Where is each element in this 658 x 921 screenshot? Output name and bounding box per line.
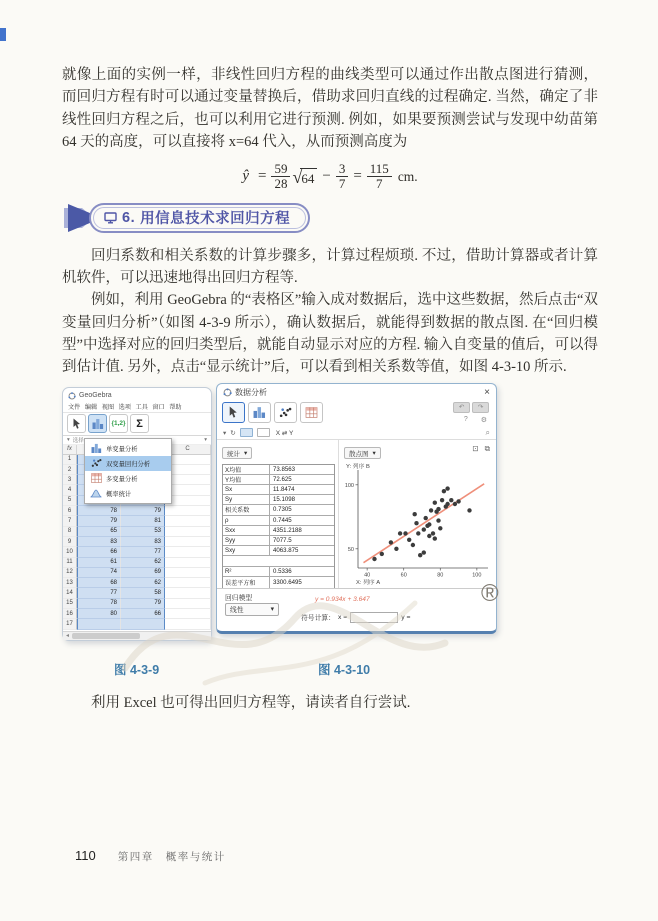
show-data-button[interactable] <box>257 428 270 437</box>
section-banner <box>62 202 598 234</box>
panel-toggle-icon[interactable]: ⊡ <box>472 443 479 453</box>
dropdown-item-label: 双变量回归分析 <box>106 460 151 468</box>
stat-row <box>223 526 334 536</box>
stat-label: Syy <box>223 536 270 545</box>
sum-tool-button[interactable] <box>130 414 149 433</box>
cell-col-a[interactable] <box>77 619 121 629</box>
table-icon <box>305 407 318 418</box>
stat-label: Sxx <box>223 526 270 535</box>
gg-titlebar <box>63 388 211 401</box>
redo-button[interactable]: ↷ <box>472 402 489 413</box>
stat-label: Sxy <box>223 546 270 555</box>
svg-text:50: 50 <box>347 546 354 553</box>
geogebra-logo-icon <box>68 392 76 400</box>
svg-text:100: 100 <box>472 572 482 579</box>
gg-horizontal-scrollbar[interactable] <box>63 631 211 640</box>
stat-row <box>223 516 334 526</box>
page-number: 110 <box>75 848 96 863</box>
table-icon <box>90 473 102 483</box>
stat-value: 0.7445 <box>273 516 292 524</box>
registered-trademark-mark: ® <box>481 580 499 607</box>
stat-value: 11.8474 <box>273 486 295 494</box>
list-tool-button[interactable] <box>109 414 128 433</box>
row-number: 16 <box>63 609 77 619</box>
row-number: 2 <box>63 465 77 475</box>
regression-equation: y = 0.934x + 3.647 <box>315 595 370 603</box>
cell-col-a[interactable]: 74 <box>77 568 121 578</box>
figure-4-3-10-data-analysis-dialog <box>216 383 497 634</box>
svg-text:40: 40 <box>364 572 371 579</box>
fraction-numerator: 3 <box>336 162 349 177</box>
monitor-icon <box>104 212 117 224</box>
stat-value: 0.5336 <box>273 568 292 576</box>
chevron-down-icon: ▾ <box>244 450 248 458</box>
caption-figure-4-3-10: 图 4-3-10 <box>318 662 371 677</box>
close-icon[interactable]: × <box>484 386 490 398</box>
stat-label: ρ <box>223 516 270 525</box>
formula-minus: − <box>322 168 331 185</box>
intro-paragraph: 就像上面的实例一样，非线性回归方程的曲线类型可以通过作出散点图进行猜测，而回归方程有时可以通过变量替换后，借助求回归直线的过程确定. 当然，确定了非线性回归方程之后，也可以利用它进行预测. 例如，如果要预测尝试与发现中幼苗第 64 天的高度，可以直接将 x=64 代入，从而预测高度为 <box>62 67 598 150</box>
chevron-down-icon[interactable]: ▾ <box>223 429 227 437</box>
symbolic-evaluation-row <box>301 612 411 623</box>
scatter-icon <box>279 407 292 418</box>
scatter-chart <box>344 462 492 593</box>
svg-text:60: 60 <box>400 572 407 579</box>
column-header-c[interactable]: C <box>165 445 211 454</box>
page-footer <box>75 848 226 864</box>
statistics-panel <box>217 440 338 588</box>
sheet-row <box>63 537 211 547</box>
stat-row <box>223 505 334 515</box>
cell-col-b[interactable]: 66 <box>121 609 165 619</box>
scatter-plot <box>344 462 492 588</box>
open-in-window-icon[interactable]: ⧉ <box>484 443 490 453</box>
multi-variable-button[interactable] <box>300 402 323 423</box>
fraction-numerator: 59 <box>271 162 290 177</box>
cell-col-c[interactable] <box>165 527 211 537</box>
cell-col-c[interactable] <box>165 588 211 598</box>
cell-col-a[interactable]: 77 <box>77 588 121 598</box>
da-toolbar <box>217 399 496 427</box>
sheet-row <box>63 609 211 619</box>
chapter-label: 第四章 <box>117 851 154 863</box>
cell-col-a[interactable]: 66 <box>77 547 121 557</box>
chevron-down-icon[interactable]: ▾ <box>204 436 207 443</box>
plot-panel <box>338 440 496 588</box>
cell-col-b[interactable]: 77 <box>121 547 165 557</box>
figure-captions <box>62 660 598 680</box>
cell-col-a[interactable]: 65 <box>77 527 121 537</box>
stat-row <box>223 485 334 495</box>
da-subtoolbar <box>217 427 496 440</box>
svg-text:X: 列序 A: X: 列序 A <box>356 579 381 586</box>
row-number: 9 <box>63 537 77 547</box>
regression-model-label: 回归模型 <box>225 594 253 602</box>
scrollbar-thumb[interactable] <box>72 633 140 639</box>
stat-row <box>223 567 334 577</box>
sheet-row <box>63 578 211 588</box>
stat-row <box>223 475 334 485</box>
row-number: 15 <box>63 599 77 609</box>
figure-4-3-9-geogebra-window <box>62 387 212 641</box>
svg-text:80: 80 <box>437 572 444 579</box>
fraction-denominator: 28 <box>274 176 288 192</box>
stat-label: R² <box>223 567 270 576</box>
menu-item[interactable]: 工具 <box>135 403 148 411</box>
chevron-down-icon[interactable]: ▾ <box>67 436 70 443</box>
cell-col-b[interactable]: 62 <box>121 578 165 588</box>
cell-col-a[interactable]: 78 <box>77 506 121 516</box>
cell-col-b[interactable]: 69 <box>121 568 165 578</box>
cell-col-b[interactable]: 79 <box>121 506 165 516</box>
section-banner-box <box>89 203 310 233</box>
cell-col-b[interactable]: 79 <box>121 599 165 609</box>
show-statistics-button[interactable] <box>240 428 253 437</box>
chevron-down-icon: ▾ <box>372 450 376 458</box>
section-banner-title <box>104 207 290 228</box>
gg-dropdown <box>84 438 172 504</box>
geogebra-logo-icon <box>223 388 232 397</box>
cell-col-a[interactable]: 80 <box>77 609 121 619</box>
gg-window-title: GeoGebra <box>79 392 112 400</box>
refresh-icon[interactable]: ↻ <box>230 429 236 437</box>
stat-row <box>223 465 334 475</box>
sheet-row <box>63 516 211 526</box>
section-title: 用信息技术求回归方程 <box>140 211 291 228</box>
formula-equals: = <box>257 168 267 185</box>
menu-item[interactable]: 视图 <box>101 403 115 411</box>
y-equals-label: y = <box>401 613 411 621</box>
dropdown-item[interactable] <box>85 471 171 486</box>
two-variable-button[interactable] <box>274 402 297 423</box>
menu-item[interactable]: 文件 <box>68 403 81 411</box>
menu-item[interactable]: 选项 <box>118 403 131 411</box>
cell-col-a[interactable]: 78 <box>77 599 121 609</box>
regression-model-value: 线性 <box>230 607 244 615</box>
cell-col-c[interactable] <box>165 619 211 629</box>
stat-label: X均值 <box>223 465 270 474</box>
radical-argument: 64 <box>300 168 317 187</box>
menu-item[interactable]: 编辑 <box>84 403 98 411</box>
statistics-dropdown[interactable] <box>222 447 252 459</box>
x-value-input[interactable] <box>350 612 398 623</box>
sheet-row <box>63 568 211 578</box>
row-number: 8 <box>63 527 77 537</box>
stat-row <box>223 577 334 587</box>
stat-value: 4351.2188 <box>273 526 302 534</box>
formula-unit: cm. <box>397 168 418 184</box>
formula-fraction <box>336 162 349 192</box>
stat-label: Y均值 <box>223 475 270 484</box>
fraction-denominator: 7 <box>338 176 346 192</box>
formula-equals: = <box>353 168 362 185</box>
cell-col-a[interactable]: 68 <box>77 578 121 588</box>
sheet-row <box>63 558 211 568</box>
row-number: 4 <box>63 485 77 495</box>
prediction-formula <box>62 162 598 192</box>
x-equals-label: x = <box>337 613 348 621</box>
row-number: 11 <box>63 558 77 568</box>
page-content <box>62 64 598 714</box>
analysis-tool-button[interactable] <box>88 414 107 433</box>
dropdown-item-label: 概率统计 <box>106 490 132 498</box>
plot-type-label: 散点图 <box>349 450 369 458</box>
search-icon[interactable]: ⌕ <box>485 427 490 437</box>
dropdown-item[interactable] <box>85 456 171 471</box>
plot-panel-icons <box>472 444 490 454</box>
formula-y-hat: ŷ <box>242 168 249 185</box>
stats-table <box>222 464 335 589</box>
histogram-icon <box>253 406 266 418</box>
book-section-label: 概率与统计 <box>165 851 226 863</box>
cell-col-b[interactable]: 81 <box>121 516 165 526</box>
cell-col-c[interactable] <box>165 578 211 588</box>
stat-value: 7077.5 <box>273 536 292 544</box>
sheet-row <box>63 619 211 629</box>
row-number: 17 <box>63 619 77 629</box>
stat-value: 72.625 <box>273 475 292 483</box>
stat-value: 15.1098 <box>273 496 296 504</box>
cell-col-c[interactable] <box>165 537 211 547</box>
regression-model-select[interactable] <box>225 603 279 616</box>
cell-col-c[interactable] <box>165 547 211 557</box>
section-number: 6. <box>122 209 136 226</box>
sheet-row <box>63 599 211 609</box>
sheet-row <box>63 506 211 516</box>
stat-row <box>223 536 334 546</box>
gg-toolbar <box>63 413 211 436</box>
scroll-left-arrow-icon[interactable]: ◂ <box>65 633 69 640</box>
cell-col-b[interactable]: 83 <box>121 537 165 547</box>
row-number: 14 <box>63 588 77 598</box>
scatter-icon <box>90 458 102 468</box>
fraction-denominator: 7 <box>376 176 383 192</box>
cell-col-c[interactable] <box>165 516 211 526</box>
row-number: 3 <box>63 475 77 485</box>
page-edge-mark <box>0 28 6 41</box>
cell-col-a[interactable]: 79 <box>77 516 121 526</box>
undo-button[interactable]: ↶ <box>453 402 470 413</box>
cell-col-c[interactable] <box>165 609 211 619</box>
svg-text:Y: 列序 B: Y: 列序 B <box>346 463 370 470</box>
one-variable-button[interactable] <box>248 402 271 423</box>
cell-col-b[interactable]: 53 <box>121 527 165 537</box>
da-titlebar <box>217 384 496 399</box>
paragraph-2: 回归系数和相关系数的计算步骤多，计算过程烦琐. 不过，借助计算器或者计算机软件，可以迅速地得出回归方程等. <box>62 247 598 287</box>
cell-col-b[interactable] <box>121 619 165 629</box>
figures-row <box>62 383 598 651</box>
excel-paragraph: 利用 Excel 也可得出回归方程等，请读者自行尝试. <box>91 694 411 711</box>
formula-fraction <box>271 162 290 192</box>
cell-col-c[interactable] <box>165 506 211 516</box>
da-window-title: 数据分析 <box>235 388 267 398</box>
plot-type-dropdown[interactable] <box>344 447 381 459</box>
caption-figure-4-3-9: 图 4-3-9 <box>114 662 160 677</box>
cursor-icon <box>72 418 82 430</box>
sheet-row <box>63 547 211 557</box>
stat-label: Sy <box>223 495 270 504</box>
bell-curve-icon <box>90 488 102 498</box>
cell-col-a[interactable]: 61 <box>77 558 121 568</box>
cell-col-b[interactable]: 62 <box>121 558 165 568</box>
row-number: 5 <box>63 496 77 506</box>
da-main-area <box>217 440 496 588</box>
menu-item[interactable]: 窗口 <box>152 403 165 411</box>
cell-col-a[interactable]: 83 <box>77 537 121 547</box>
row-number: 7 <box>63 516 77 526</box>
stat-label: 误差平方和 <box>223 577 270 587</box>
sheet-row <box>63 527 211 537</box>
dropdown-item[interactable] <box>85 486 171 501</box>
swap-xy-button[interactable]: X ⇄ Y <box>275 429 294 437</box>
row-number: 13 <box>63 578 77 588</box>
help-button[interactable]: ? <box>463 415 468 423</box>
stat-row <box>223 546 334 556</box>
histogram-icon <box>92 418 104 429</box>
radical-sign: √ <box>292 167 303 188</box>
row-number: 10 <box>63 547 77 557</box>
cell-col-c[interactable] <box>165 558 211 568</box>
stat-value: 4063.875 <box>273 547 299 555</box>
row-number: 12 <box>63 568 77 578</box>
sheet-row <box>63 588 211 598</box>
stats-gap <box>223 556 334 567</box>
gg-menubar <box>63 401 211 413</box>
stat-label: 相关系数 <box>223 505 270 514</box>
row-number: 1 <box>63 455 77 465</box>
cell-col-c[interactable] <box>165 599 211 609</box>
cursor-icon <box>228 406 239 419</box>
row-number: 6 <box>63 506 77 516</box>
list-tool-label: {1,2} <box>111 420 126 428</box>
svg-text:100: 100 <box>344 482 354 489</box>
statistics-dropdown-label: 统计 <box>227 450 240 458</box>
formula-sqrt <box>292 166 317 187</box>
dropdown-item[interactable] <box>85 441 171 456</box>
cell-col-b[interactable]: 58 <box>121 588 165 598</box>
dropdown-item-label: 单变量分析 <box>106 445 138 453</box>
stat-label: Sx <box>223 485 270 494</box>
stat-row <box>223 495 334 505</box>
symbolic-label: 符号计算： <box>301 615 335 623</box>
undo-redo-group <box>453 402 489 413</box>
select-tool-button[interactable] <box>222 402 245 423</box>
gg-panel-label: 选择 <box>72 437 84 444</box>
help-settings-group <box>464 416 487 424</box>
chevron-down-icon: ▾ <box>270 606 274 614</box>
dropdown-item-label: 多变量分析 <box>106 475 138 483</box>
menu-item[interactable]: 帮助 <box>169 403 182 411</box>
formula-fraction <box>367 162 392 192</box>
settings-gear-icon[interactable]: ⚙ <box>480 416 487 424</box>
stat-value: 73.8563 <box>273 465 296 473</box>
paragraph-3: 例如，利用 GeoGebra 的“表格区”输入成对数据后，选中这些数据，然后点击“双变量回归分析”（如图 4-3-9 所示），确认数据后，就能得到数据的散点图. 在“回归模型”中选择对应的回归类型后，就能自动显示对应的方程. 输入自变量的值后，可以得到估计值. 另外，点击“显示统计”后，可以看到相关系数等值，如图 4-3-10 所示. <box>62 292 598 376</box>
stat-value: 3300.6495 <box>273 579 302 587</box>
sum-tool-label: Σ <box>136 417 143 430</box>
stat-value: 0.7305 <box>273 506 292 514</box>
cell-col-c[interactable] <box>165 568 211 578</box>
move-tool-button[interactable] <box>67 414 86 433</box>
histogram-icon <box>90 443 102 453</box>
regression-model-section <box>217 588 496 631</box>
gg-fx-label: fx <box>63 445 77 454</box>
fraction-numerator: 115 <box>367 162 392 177</box>
